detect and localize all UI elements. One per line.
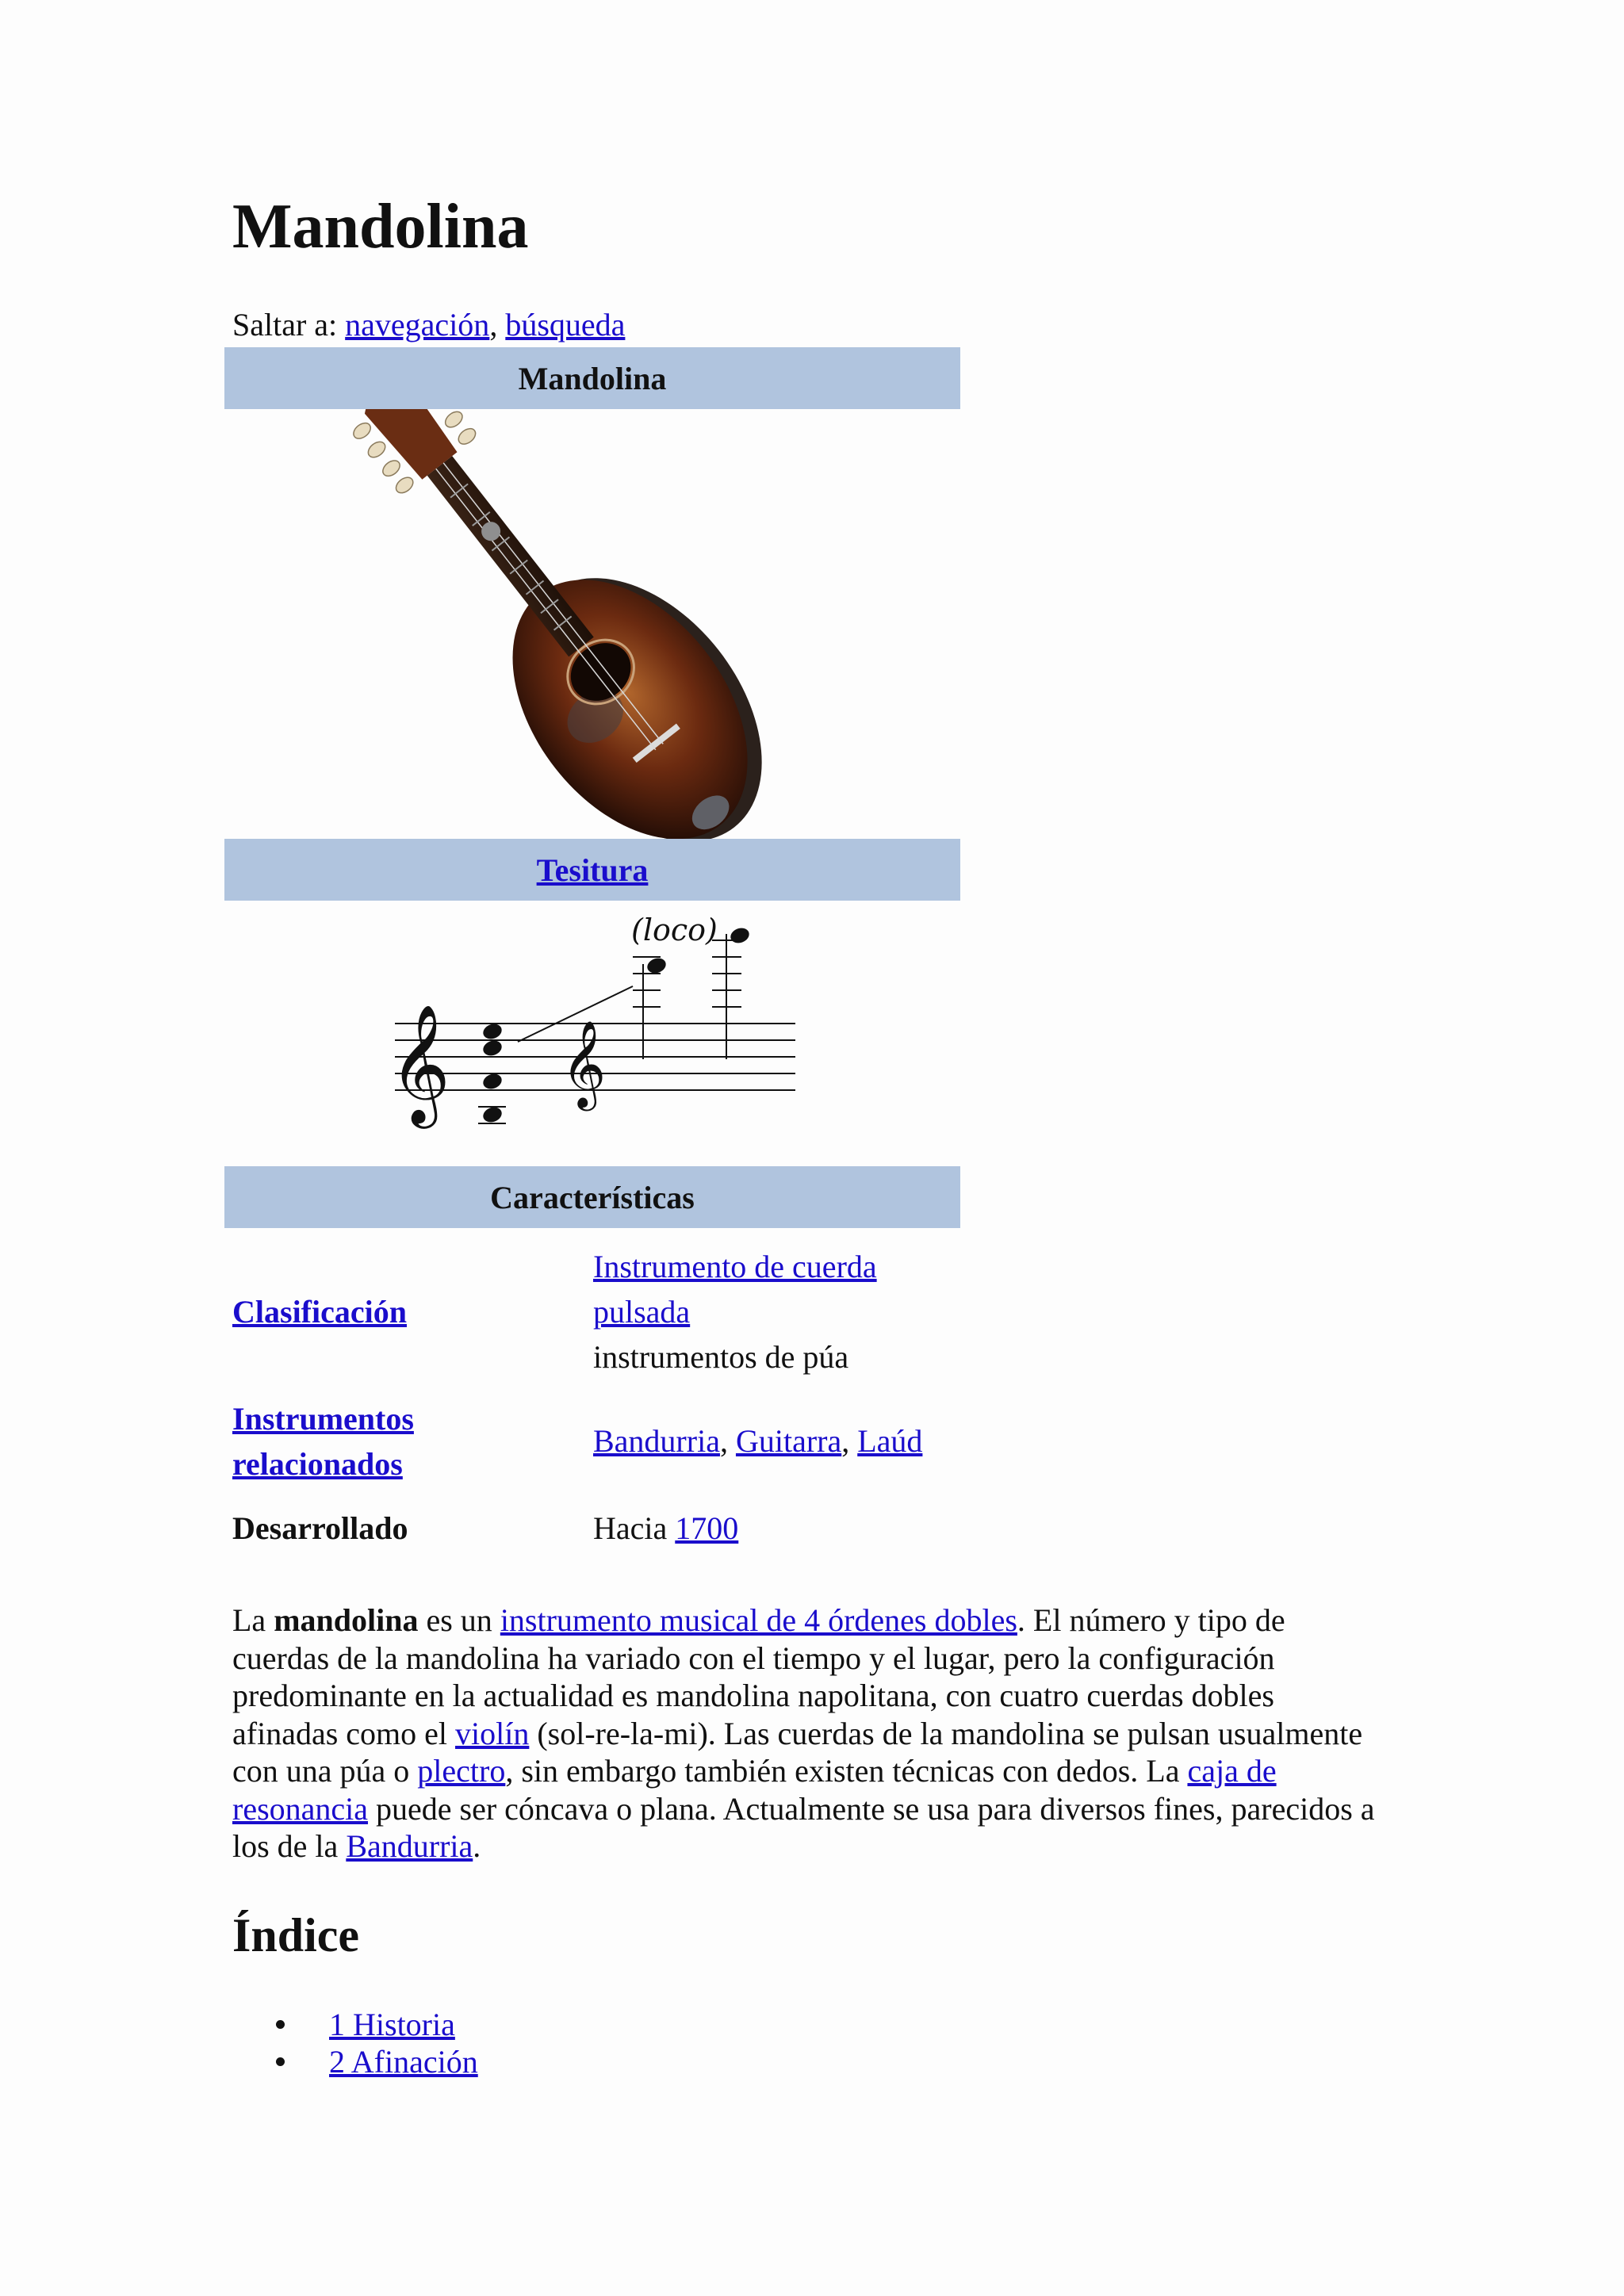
infobox-title: Mandolina [224,347,960,409]
developed-prefix: Hacia [593,1510,668,1546]
toc-link-afinacion[interactable]: 2 Afinación [329,2044,478,2080]
navigation-link[interactable]: navegación [345,307,490,342]
guitarra-link[interactable]: Guitarra [735,1423,842,1459]
row-related: Instrumentos relacionados Bandurria, Guitarra, Laúd [232,1401,923,1482]
toc-list [232,2006,478,2080]
bandurria-link[interactable]: Bandurria [593,1423,720,1459]
developed-label: Desarrollado [232,1510,408,1546]
row-classification [232,1244,960,1380]
features-header: Características [224,1166,960,1228]
plucked-string-instrument-link[interactable]: Instrumento de cuerda [593,1249,877,1284]
svg-text:𝄞: 𝄞 [561,1020,607,1108]
plucked-string-instrument-link-cont[interactable]: pulsada [593,1294,691,1330]
page-title: Mandolina [232,192,529,262]
tesitura-link[interactable]: Tesitura [536,851,649,888]
violin-link[interactable]: violín [455,1715,530,1751]
classification-link[interactable]: Clasificación [232,1294,407,1330]
range-header [224,839,960,901]
mandolin-image [224,409,960,839]
bandurria-text-link[interactable]: Bandurria [346,1828,473,1864]
year-1700-link[interactable]: 1700 [675,1510,739,1546]
jump-separator: , [489,307,498,342]
search-link[interactable]: búsqueda [505,307,626,342]
pick-instruments-text: instrumentos de púa [593,1339,849,1375]
jump-links [232,306,625,344]
infobox [224,347,960,1585]
features-table [224,1228,960,1585]
toc-item [232,2006,478,2043]
musical-instrument-link[interactable]: instrumento musical de 4 órdenes dobles [500,1602,1017,1638]
range-staff-image [224,901,960,1166]
mandolina-bold: mandolina [274,1602,419,1638]
bullet-icon [276,2020,285,2029]
jump-prefix: Saltar a: [232,307,338,342]
caja-de-resonancia-link[interactable]: caja de resonancia [232,1753,1277,1827]
toc-heading: Índice [232,1909,360,1961]
loco-annotation: (loco) [631,913,718,947]
related-instruments-link[interactable]: Instrumentos relacionados [232,1401,414,1482]
toc-link-historia[interactable]: 1 Historia [329,2007,455,2042]
bullet-icon [276,2057,285,2066]
toc-item [232,2043,478,2080]
row-developed [232,1506,960,1551]
laud-link[interactable]: Laúd [857,1423,923,1459]
svg-text:𝄞: 𝄞 [389,1003,450,1123]
intro-paragraph: La mandolina es un instrumento musical de 4 órdenes dobles. El número y tipo de cuerdas de la mandolina ha variado con el tiempo y el lugar, pero la configuración predominante en la actualidad es mandolina napolitana, con cuatro cuerdas dobles afinadas como el violín (sol-re-la-mi). Las cuerdas de la mandolina se pulsan usualmente con una púa o plectro, sin embargo también existen técnicas con dedos. La caja de resonancia puede ser cóncava o plana. Actualmente se usa para diversos fines, parecidos a los de la Bandurria. [232,1602,1375,1864]
plectro-link[interactable]: plectro [417,1753,506,1789]
